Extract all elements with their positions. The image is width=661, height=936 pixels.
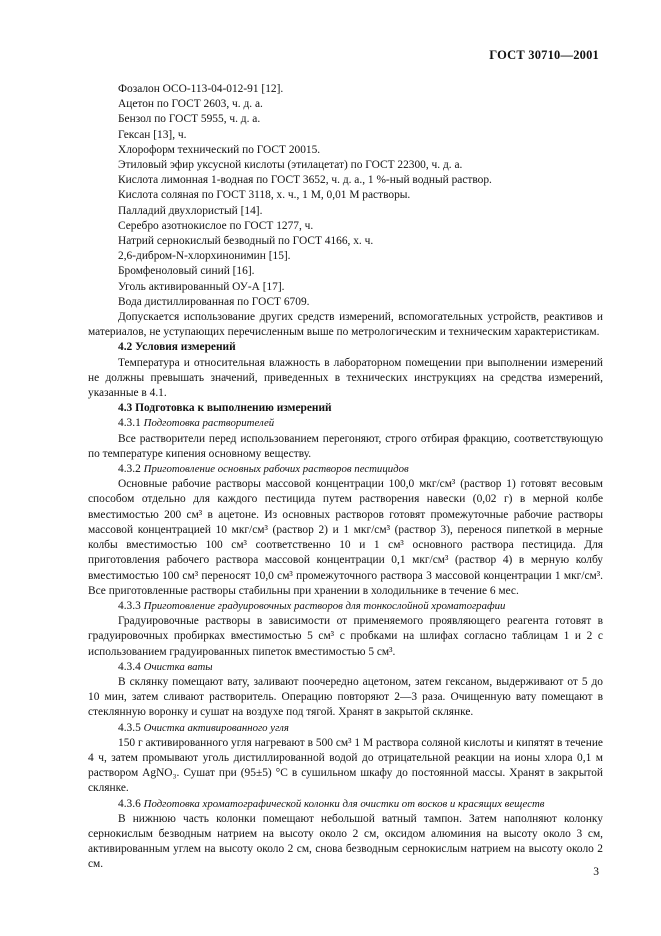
section-4-2-title: 4.2 Условия измерений (118, 341, 236, 354)
section-4-3-3-heading (88, 599, 603, 614)
reagent-item: Палладий двухлористый [14]. (118, 204, 263, 217)
reagent-list (88, 82, 603, 310)
section-title: Подготовка растворителей (143, 417, 275, 430)
section-title: Очистка ваты (143, 660, 213, 673)
section-4-3-3-text: Градуировочные растворы в зависимости от применяемого проявляющего реагента готовят в градуировочных пробирках вместимостью 5 см³ с пробками на шлифах согласно таблицам 1 и 2 с использованием градуированных пипеток вместимостью 5 см³. (88, 615, 603, 658)
section-4-2-text: Температура и относительная влажность в лабораторном помещении при выполнении измерений не должны превышать значений, приведенных в технических инструкциях на средства измерений, указанные в 4.1. (88, 356, 603, 400)
section-4-3-4-text: В склянку помещают вату, заливают поочередно ацетоном, затем гексаном, выдерживают от 5 до 10 мин, затем сливают растворитель. Операцию повторяют 2—3 раза. Очищенную вату помещают в стеклянную воронку и сушат на воздухе под тягой. Хранят в закрытой склянке. (88, 675, 603, 719)
reagent-item: Хлороформ технический по ГОСТ 20015. (118, 143, 321, 156)
reagent-item: Натрий сернокислый безводный по ГОСТ 4166, х. ч. (118, 235, 374, 248)
section-4-3-4-heading (88, 660, 603, 675)
allow-paragraph: Допускается использование других средств измерений, вспомогательных устройств, реактивов и материалов, не уступающих перечисленным выше по метрологическим и техническим характеристикам. (88, 311, 603, 339)
section-title: Приготовление основных рабочих растворов пестицидов (143, 463, 409, 476)
section-number: 4.3.2 (118, 463, 141, 476)
reagent-item: 2,6-дибром-N-хлорхинонимин [15]. (118, 250, 291, 263)
reagent-item: Фозалон ОСО-113-04-012-91 [12]. (118, 83, 284, 95)
section-4-3-1-text: Все растворители перед использованием перегоняют, строго отбирая фракцию, соответствующую по температуре кипения основному веществу. (88, 432, 603, 460)
section-number: 4.3.5 (118, 721, 141, 734)
section-4-3-5-heading (88, 721, 603, 736)
section-number: 4.3.3 (118, 599, 141, 612)
document-header: ГОСТ 30710—2001 (489, 48, 599, 62)
reagent-item: Кислота соляная по ГОСТ 3118, х. ч., 1 М, 0,01 М растворы. (118, 189, 411, 202)
section-4-3-title: 4.3 Подготовка к выполнению измерений (118, 402, 332, 415)
section-number: 4.3.6 (118, 797, 141, 810)
section-4-3-2-text: Основные рабочие растворы массовой концентрации 100,0 мкг/см³ (раствор 1) готовят весовым способом отдельно для каждого пестицида путем растворения навески (0,02 г) в мерной колбе вместимостью 200 см³ в ацетоне. Из основных растворов готовят промежуточные рабочие растворы массовой концентрацией 10 мкг/см³ (раствор 2) и 1 мкг/см³ (раствор 3), перенося пипеткой в мерные колбы вместимостью 100 см³ соответственно 10 и 1 см³ основного раствора пестицида. Для приготовления рабочего раствора массовой концентрации 0,1 мкг/см³ (раствор 4) в мерную колбу вместимостью 100 см³ переносят 10,0 см³ промежуточного раствора 3 массовой концентрации 1 мкг/см³. Все приготовленные растворы стабильны при хранении в холодильнике в течение 6 мес. (88, 478, 603, 597)
page-number: 3 (593, 866, 599, 878)
section-4-3-6-heading (88, 797, 603, 812)
reagent-item: Бромфеноловый синий [16]. (118, 265, 255, 278)
reagent-item: Ацетон по ГОСТ 2603, ч. д. а. (118, 98, 263, 111)
section-4-3-2-heading (88, 462, 603, 477)
reagent-item: Кислота лимонная 1-водная по ГОСТ 3652, ч. д. а., 1 %-ный водный раствор. (118, 174, 492, 187)
reagent-item: Этиловый эфир уксусной кислоты (этилацетат) по ГОСТ 22300, ч. д. а. (118, 159, 463, 172)
reagent-item: Серебро азотнокислое по ГОСТ 1277, ч. (118, 219, 314, 232)
reagent-item: Бензол по ГОСТ 5955, ч. д. а. (118, 113, 261, 126)
section-title: Очистка активированного угля (143, 721, 289, 734)
reagent-item: Уголь активированный ОУ-А [17]. (118, 280, 285, 293)
section-4-3-1-heading (88, 416, 603, 431)
section-4-3-6-text: В нижнюю часть колонки помещают небольшой ватный тампон. Затем наполняют колонку сернокислым безводным натрием на высоту около 2 см, оксидом алюминия на высоту около 3 см, активированным углем на высоту около 2 см, снова безводным сернокислым натрием на высоту около 2 см. (88, 812, 603, 871)
section-number: 4.3.1 (118, 417, 141, 430)
section-number: 4.3.4 (118, 660, 141, 673)
document-body (88, 82, 603, 873)
reagent-item: Гексан [13], ч. (118, 128, 187, 141)
section-4-3-5-text: 150 г активированного угля нагревают в 500 см³ 1 М раствора соляной кислоты и кипятят в течение 4 ч, затем промывают уголь дистиллированной водой до отрицательной реакции на ионы хлора 0,1 м раствором AgNO₃. Сушат при (95±5) °С в сушильном шкафу до постоянной массы. Хранят в закрытой склянке. (88, 736, 603, 795)
reagent-item: Вода дистиллированная по ГОСТ 6709. (118, 295, 310, 308)
section-title: Приготовление градуировочных растворов для тонкослойной хроматографии (143, 599, 506, 612)
section-title: Подготовка хроматографической колонки для очистки от восков и красящих веществ (143, 797, 545, 810)
